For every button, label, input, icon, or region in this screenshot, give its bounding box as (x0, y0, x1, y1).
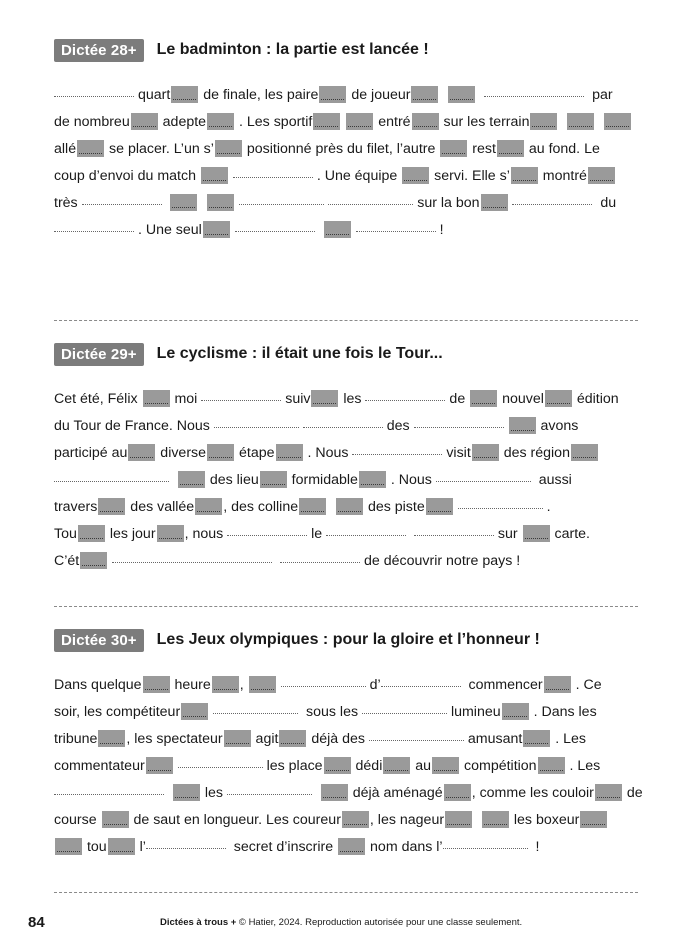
answer-box[interactable] (203, 221, 230, 238)
dotted-blank[interactable] (235, 221, 315, 232)
text-segment: des vallée (126, 499, 195, 515)
dictee-line (54, 221, 444, 239)
copyright-text: © Hatier, 2024. Reproduction autorisée pour une classe seulement. (236, 917, 523, 928)
dotted-blank[interactable] (233, 167, 313, 178)
dictee-title: Le badminton : la partie est lancée ! (156, 41, 429, 58)
dotted-blank[interactable] (352, 444, 442, 455)
answer-box[interactable] (80, 552, 107, 569)
dictee-badge: Dictée 29+ (54, 343, 144, 366)
text-segment: l’ (135, 839, 146, 855)
dictee-line (54, 676, 602, 694)
answer-box[interactable] (157, 525, 184, 542)
answer-box[interactable] (102, 811, 129, 828)
dictee-line (54, 417, 578, 435)
text-segment (198, 195, 206, 211)
dictee-line (54, 194, 616, 212)
answer-box[interactable] (530, 113, 557, 130)
text-segment (406, 526, 414, 542)
answer-box[interactable] (146, 757, 173, 774)
text-segment: de découvrir notre pays ! (360, 553, 521, 569)
answer-box[interactable] (448, 86, 475, 103)
dictee-title: Les Jeux olympiques : pour la gloire et l’honneur ! (156, 631, 540, 648)
text-segment: rest (468, 141, 496, 157)
answer-box[interactable] (497, 140, 524, 157)
text-segment: de finale, les paire (199, 87, 319, 103)
text-segment: secret d’inscrire (225, 839, 338, 855)
answer-box[interactable] (212, 676, 239, 693)
answer-box[interactable] (523, 730, 550, 747)
text-segment: quart (134, 87, 171, 103)
footer-credit (160, 917, 522, 928)
dotted-blank[interactable] (146, 838, 226, 849)
dotted-blank[interactable] (54, 86, 134, 97)
dictee-line (54, 498, 551, 516)
dictee-badge: Dictée 28+ (54, 39, 144, 62)
text-segment: course (54, 812, 101, 828)
dictee-badge: Dictée 30+ (54, 629, 144, 652)
answer-box[interactable] (545, 390, 572, 407)
text-segment (164, 785, 172, 801)
text-segment: de (445, 391, 470, 407)
book-title: Dictées à trous + (160, 917, 237, 928)
text-segment: montré (538, 168, 587, 184)
answer-box[interactable] (604, 113, 631, 130)
text-segment: aussi (530, 472, 572, 488)
answer-box[interactable] (502, 703, 529, 720)
page-footer (28, 914, 668, 934)
text-segment: formidable (287, 472, 358, 488)
text-segment: nom dans l’ (366, 839, 443, 855)
text-segment: , (239, 677, 248, 693)
text-segment: les (200, 785, 227, 801)
answer-box[interactable] (128, 444, 155, 461)
answer-box[interactable] (440, 140, 467, 157)
dictee-line (54, 167, 616, 185)
dictee-line (54, 757, 600, 775)
text-segment (327, 499, 335, 515)
dictee-line (54, 113, 632, 131)
dotted-blank[interactable] (381, 676, 461, 687)
text-segment: , des colline (223, 499, 299, 515)
answer-box[interactable] (78, 525, 105, 542)
answer-box[interactable] (195, 498, 222, 515)
text-segment: agit (251, 731, 279, 747)
text-segment: tou (83, 839, 107, 855)
text-segment: ! (527, 839, 540, 855)
text-segment: . Nous (303, 445, 353, 461)
text-segment: commentateur (54, 758, 145, 774)
answer-box[interactable] (567, 113, 594, 130)
text-segment (341, 114, 345, 130)
answer-box[interactable] (178, 471, 205, 488)
text-segment: , nous (184, 526, 228, 542)
text-segment: nouvel (498, 391, 544, 407)
text-segment: déjà aménagé (348, 785, 443, 801)
text-segment: sur (493, 526, 522, 542)
text-segment: dédi (351, 758, 383, 774)
text-segment: coup d’envoi du match (54, 168, 200, 184)
text-segment: . Nous (386, 472, 436, 488)
answer-box[interactable] (588, 167, 615, 184)
text-segment: sous les (298, 704, 362, 720)
dictee-28-section (54, 38, 644, 238)
text-segment (312, 785, 320, 801)
answer-box[interactable] (131, 113, 158, 130)
dotted-blank[interactable] (484, 86, 584, 97)
text-segment: les boxeur (509, 812, 580, 828)
dotted-blank[interactable] (512, 194, 592, 205)
answer-box[interactable] (98, 498, 125, 515)
answer-box[interactable] (170, 194, 197, 211)
dotted-blank[interactable] (328, 194, 413, 205)
text-segment: . Une seul (134, 222, 202, 238)
text-segment: très (54, 195, 82, 211)
dictee-title: Le cyclisme : il était une fois le Tour... (156, 345, 443, 362)
answer-box[interactable] (511, 167, 538, 184)
section-divider (54, 320, 638, 321)
text-segment: soir, les compétiteur (54, 704, 181, 720)
answer-box[interactable] (207, 444, 234, 461)
text-segment: entré (374, 114, 411, 130)
dotted-blank[interactable] (178, 757, 263, 768)
dictee-line (54, 784, 643, 802)
text-segment: , comme les couloir (471, 785, 594, 801)
text-segment: positionné près du filet, l’autre (242, 141, 440, 157)
text-segment: des (382, 418, 414, 434)
dotted-blank[interactable] (54, 471, 169, 482)
text-segment: . Les sportif (235, 114, 313, 130)
dictee-29-section (54, 342, 644, 569)
text-segment: les jour (105, 526, 156, 542)
dotted-blank[interactable] (369, 730, 464, 741)
answer-box[interactable] (342, 811, 369, 828)
answer-box[interactable] (143, 676, 170, 693)
dictee-line (54, 703, 597, 721)
dotted-blank[interactable] (280, 552, 360, 563)
text-segment (315, 222, 323, 238)
text-segment: du Tour de France. Nous (54, 418, 214, 434)
answer-box[interactable] (77, 140, 104, 157)
text-segment: avons (536, 418, 579, 434)
answer-box[interactable] (595, 784, 622, 801)
answer-box[interactable] (383, 757, 410, 774)
text-segment (162, 195, 170, 211)
answer-box[interactable] (319, 86, 346, 103)
dotted-blank[interactable] (213, 703, 298, 714)
section-divider (54, 606, 638, 607)
text-segment: diverse (156, 445, 207, 461)
text-segment (558, 114, 566, 130)
answer-box[interactable] (108, 838, 135, 855)
text-segment (439, 87, 447, 103)
answer-box[interactable] (432, 757, 459, 774)
dictee-line (54, 730, 586, 748)
dictee-line (54, 552, 520, 570)
dictee-header (54, 628, 644, 652)
text-segment: Tou (54, 526, 77, 542)
dotted-blank[interactable] (443, 838, 528, 849)
text-segment: se placer. L’un s’ (105, 141, 214, 157)
answer-box[interactable] (412, 113, 439, 130)
text-segment: de (622, 785, 643, 801)
dotted-blank[interactable] (82, 194, 162, 205)
dictee-line (54, 444, 599, 462)
text-segment: de joueur (347, 87, 411, 103)
text-segment (504, 418, 508, 434)
answer-box[interactable] (346, 113, 373, 130)
answer-box[interactable] (571, 444, 598, 461)
answer-box[interactable] (321, 784, 348, 801)
answer-box[interactable] (509, 417, 536, 434)
text-segment: moi (170, 391, 202, 407)
text-segment: par (584, 87, 613, 103)
dotted-blank[interactable] (362, 703, 447, 714)
dotted-blank[interactable] (436, 471, 531, 482)
answer-box[interactable] (472, 444, 499, 461)
answer-box[interactable] (402, 167, 429, 184)
dictee-header (54, 342, 644, 366)
text-segment: au (411, 758, 432, 774)
text-segment: ! (435, 222, 444, 238)
answer-box[interactable] (445, 811, 472, 828)
text-segment: sur les terrain (439, 114, 530, 130)
text-segment: visit (442, 445, 471, 461)
text-segment: Cet été, Félix (54, 391, 142, 407)
text-segment: . Les (551, 731, 587, 747)
text-segment: compétition (460, 758, 537, 774)
answer-box[interactable] (143, 390, 170, 407)
dotted-blank[interactable] (281, 676, 366, 687)
dictee-line (54, 471, 572, 489)
text-segment: déjà des (307, 731, 369, 747)
text-segment: . Les (565, 758, 601, 774)
dotted-blank[interactable] (214, 417, 299, 428)
text-segment (595, 114, 603, 130)
dictee-line (54, 811, 608, 829)
answer-box[interactable] (359, 471, 386, 488)
text-segment: commencer (460, 677, 543, 693)
answer-box[interactable] (181, 703, 208, 720)
text-segment: participé au (54, 445, 128, 461)
text-segment: suiv (281, 391, 311, 407)
text-segment: les place (262, 758, 323, 774)
text-segment: tribune (54, 731, 98, 747)
text-segment: , les spectateur (126, 731, 223, 747)
text-segment: de saut en longueur. Les coureur (129, 812, 341, 828)
dotted-blank[interactable] (326, 525, 406, 536)
text-segment (473, 812, 481, 828)
answer-box[interactable] (207, 113, 234, 130)
answer-box[interactable] (279, 730, 306, 747)
answer-box[interactable] (299, 498, 326, 515)
answer-box[interactable] (324, 757, 351, 774)
answer-box[interactable] (215, 140, 242, 157)
dotted-blank[interactable] (458, 498, 543, 509)
answer-box[interactable] (336, 498, 363, 515)
section-divider (54, 892, 638, 893)
text-segment: . (542, 499, 551, 515)
dictee-line (54, 525, 590, 543)
text-segment: au fond. Le (524, 141, 600, 157)
text-segment: des piste (364, 499, 425, 515)
answer-box[interactable] (324, 221, 351, 238)
text-segment: du (592, 195, 617, 211)
text-segment: heure (170, 677, 211, 693)
answer-box[interactable] (249, 676, 276, 693)
text-segment: . Ce (571, 677, 602, 693)
answer-box[interactable] (224, 730, 251, 747)
text-segment: amusant (463, 731, 523, 747)
dictee-line (54, 86, 613, 104)
text-segment (272, 553, 280, 569)
answer-box[interactable] (426, 498, 453, 515)
dotted-blank[interactable] (227, 525, 307, 536)
answer-box[interactable] (580, 811, 607, 828)
answer-box[interactable] (444, 784, 471, 801)
text-segment: , les nageur (369, 812, 445, 828)
dictee-line (54, 838, 539, 856)
dotted-blank[interactable] (112, 552, 272, 563)
dotted-blank[interactable] (54, 221, 134, 232)
text-segment: des lieu (205, 472, 259, 488)
answer-box[interactable] (173, 784, 200, 801)
dictee-line (54, 390, 619, 408)
dotted-blank[interactable] (54, 784, 164, 795)
dictee-line (54, 140, 600, 158)
answer-box[interactable] (411, 86, 438, 103)
text-segment: . Une équipe (312, 168, 402, 184)
answer-box[interactable] (311, 390, 338, 407)
answer-box[interactable] (260, 471, 287, 488)
answer-box[interactable] (544, 676, 571, 693)
dictee-30-section (54, 628, 644, 855)
answer-box[interactable] (55, 838, 82, 855)
answer-box[interactable] (538, 757, 565, 774)
text-segment (169, 472, 177, 488)
answer-box[interactable] (338, 838, 365, 855)
text-segment: adepte (158, 114, 207, 130)
answer-box[interactable] (482, 811, 509, 828)
page-number: 84 (28, 914, 45, 931)
answer-box[interactable] (523, 525, 550, 542)
answer-box[interactable] (313, 113, 340, 130)
text-segment: C’ét (54, 553, 80, 569)
answer-box[interactable] (276, 444, 303, 461)
dotted-blank[interactable] (239, 194, 324, 205)
dictee-header (54, 38, 644, 62)
text-segment: de nombreu (54, 114, 130, 130)
answer-box[interactable] (98, 730, 125, 747)
dotted-blank[interactable] (414, 417, 504, 428)
dotted-blank[interactable] (414, 525, 494, 536)
text-segment: Dans quelque (54, 677, 142, 693)
dotted-blank[interactable] (365, 390, 445, 401)
text-segment: des région (499, 445, 570, 461)
dotted-blank[interactable] (201, 390, 281, 401)
answer-box[interactable] (171, 86, 198, 103)
text-segment: carte. (550, 526, 591, 542)
text-segment (476, 87, 484, 103)
text-segment: servi. Elle s’ (430, 168, 510, 184)
dotted-blank[interactable] (303, 417, 383, 428)
text-segment: le (307, 526, 327, 542)
text-segment: . Dans les (529, 704, 597, 720)
answer-box[interactable] (470, 390, 497, 407)
text-segment: travers (54, 499, 98, 515)
answer-box[interactable] (201, 167, 228, 184)
dotted-blank[interactable] (356, 221, 436, 232)
text-segment: étape (235, 445, 275, 461)
text-segment: les (339, 391, 366, 407)
text-segment: lumineu (447, 704, 501, 720)
text-segment: sur la bon (413, 195, 480, 211)
answer-box[interactable] (481, 194, 508, 211)
dotted-blank[interactable] (227, 784, 312, 795)
text-segment: d’ (365, 677, 381, 693)
text-segment: allé (54, 141, 77, 157)
text-segment: édition (572, 391, 619, 407)
answer-box[interactable] (207, 194, 234, 211)
